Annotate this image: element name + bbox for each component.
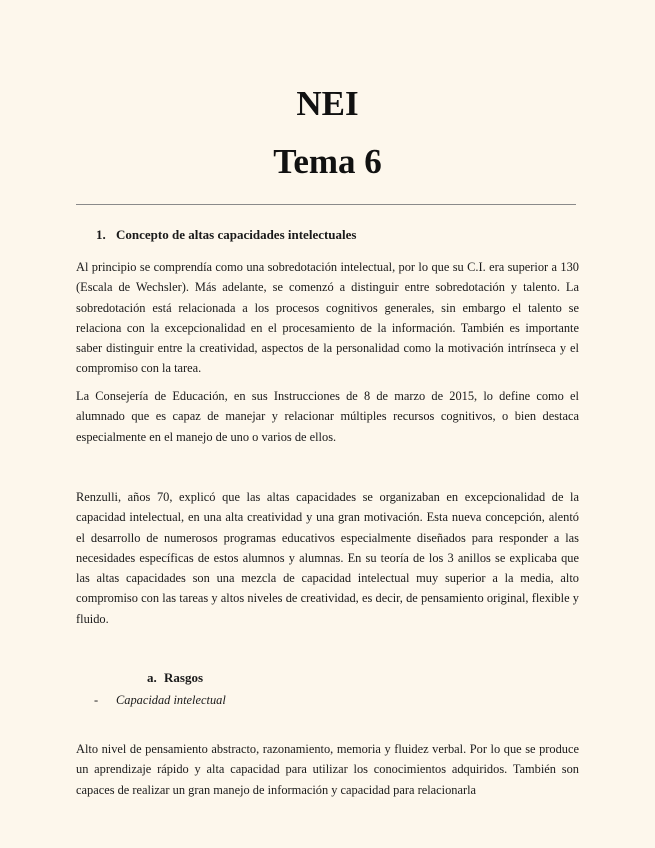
document-subtitle: Tema 6 — [273, 142, 382, 181]
subsection-heading — [147, 670, 203, 686]
bullet-text: Capacidad intelectual — [116, 693, 226, 707]
title-divider — [76, 204, 576, 205]
paragraph-renzulli: Renzulli, años 70, explicó que las altas capacidades se organizaban en excepcionalidad de la capacidad intelectual, en una alta creatividad y una gran motivación. Esta nueva concepción, alentó el desarrollo de numerosos programas educativos especialmente diseñados para responder a las necesidades específicas de estos alumnos y alumnas. En su teoría de los 3 anillos se explicaba que las altas capacidades son una mezcla de capacidad intelectual muy superior a la media, alto compromiso con las tareas y altos niveles de creatividad, es decir, de pensamiento original, flexible y fluido. — [76, 490, 579, 626]
bullet-item — [94, 691, 226, 709]
paragraph-intellectual-capacity: Alto nivel de pensamiento abstracto, razonamiento, memoria y fluidez verbal. Por lo que se produce un aprendizaje rápido y alta capacidad para utilizar los conocimientos adquiridos. También son capaces de realizar un gran manejo de información y capacidad para relacionarla — [76, 742, 579, 797]
section-heading-text: Concepto de altas capacidades intelectuales — [116, 227, 357, 242]
paragraph-definition: Al principio se comprendía como una sobredotación intelectual, por lo que su C.I. era superior a 130 (Escala de Wechsler). Más adelante, se comenzó a distinguir entre sobredotación y talento. La sobredotación está relacionada a los procesos cognitivos generales, sin embargo el talento se relaciona con la excepcionalidad en el procesamiento de la información. También es importante saber distinguir entre la creatividad, aspectos de la personalidad como la motivación intrínseca y el compromiso con la tarea. — [76, 260, 579, 376]
section-heading — [96, 227, 356, 243]
subsection-heading-text: Rasgos — [164, 670, 204, 685]
subsection-letter: a. — [147, 670, 157, 685]
paragraph-consejeria: La Consejería de Educación, en sus Instrucciones de 8 de marzo de 2015, lo define como el alumnado que es capaz de manejar y relacionar múltiples recursos cognitivos, o bien destaca especialmente en el manejo de uno o varios de ellos. — [76, 389, 579, 444]
bullet-dash: - — [94, 693, 99, 707]
document-title: NEI — [296, 84, 359, 123]
section-number: 1. — [96, 227, 106, 242]
